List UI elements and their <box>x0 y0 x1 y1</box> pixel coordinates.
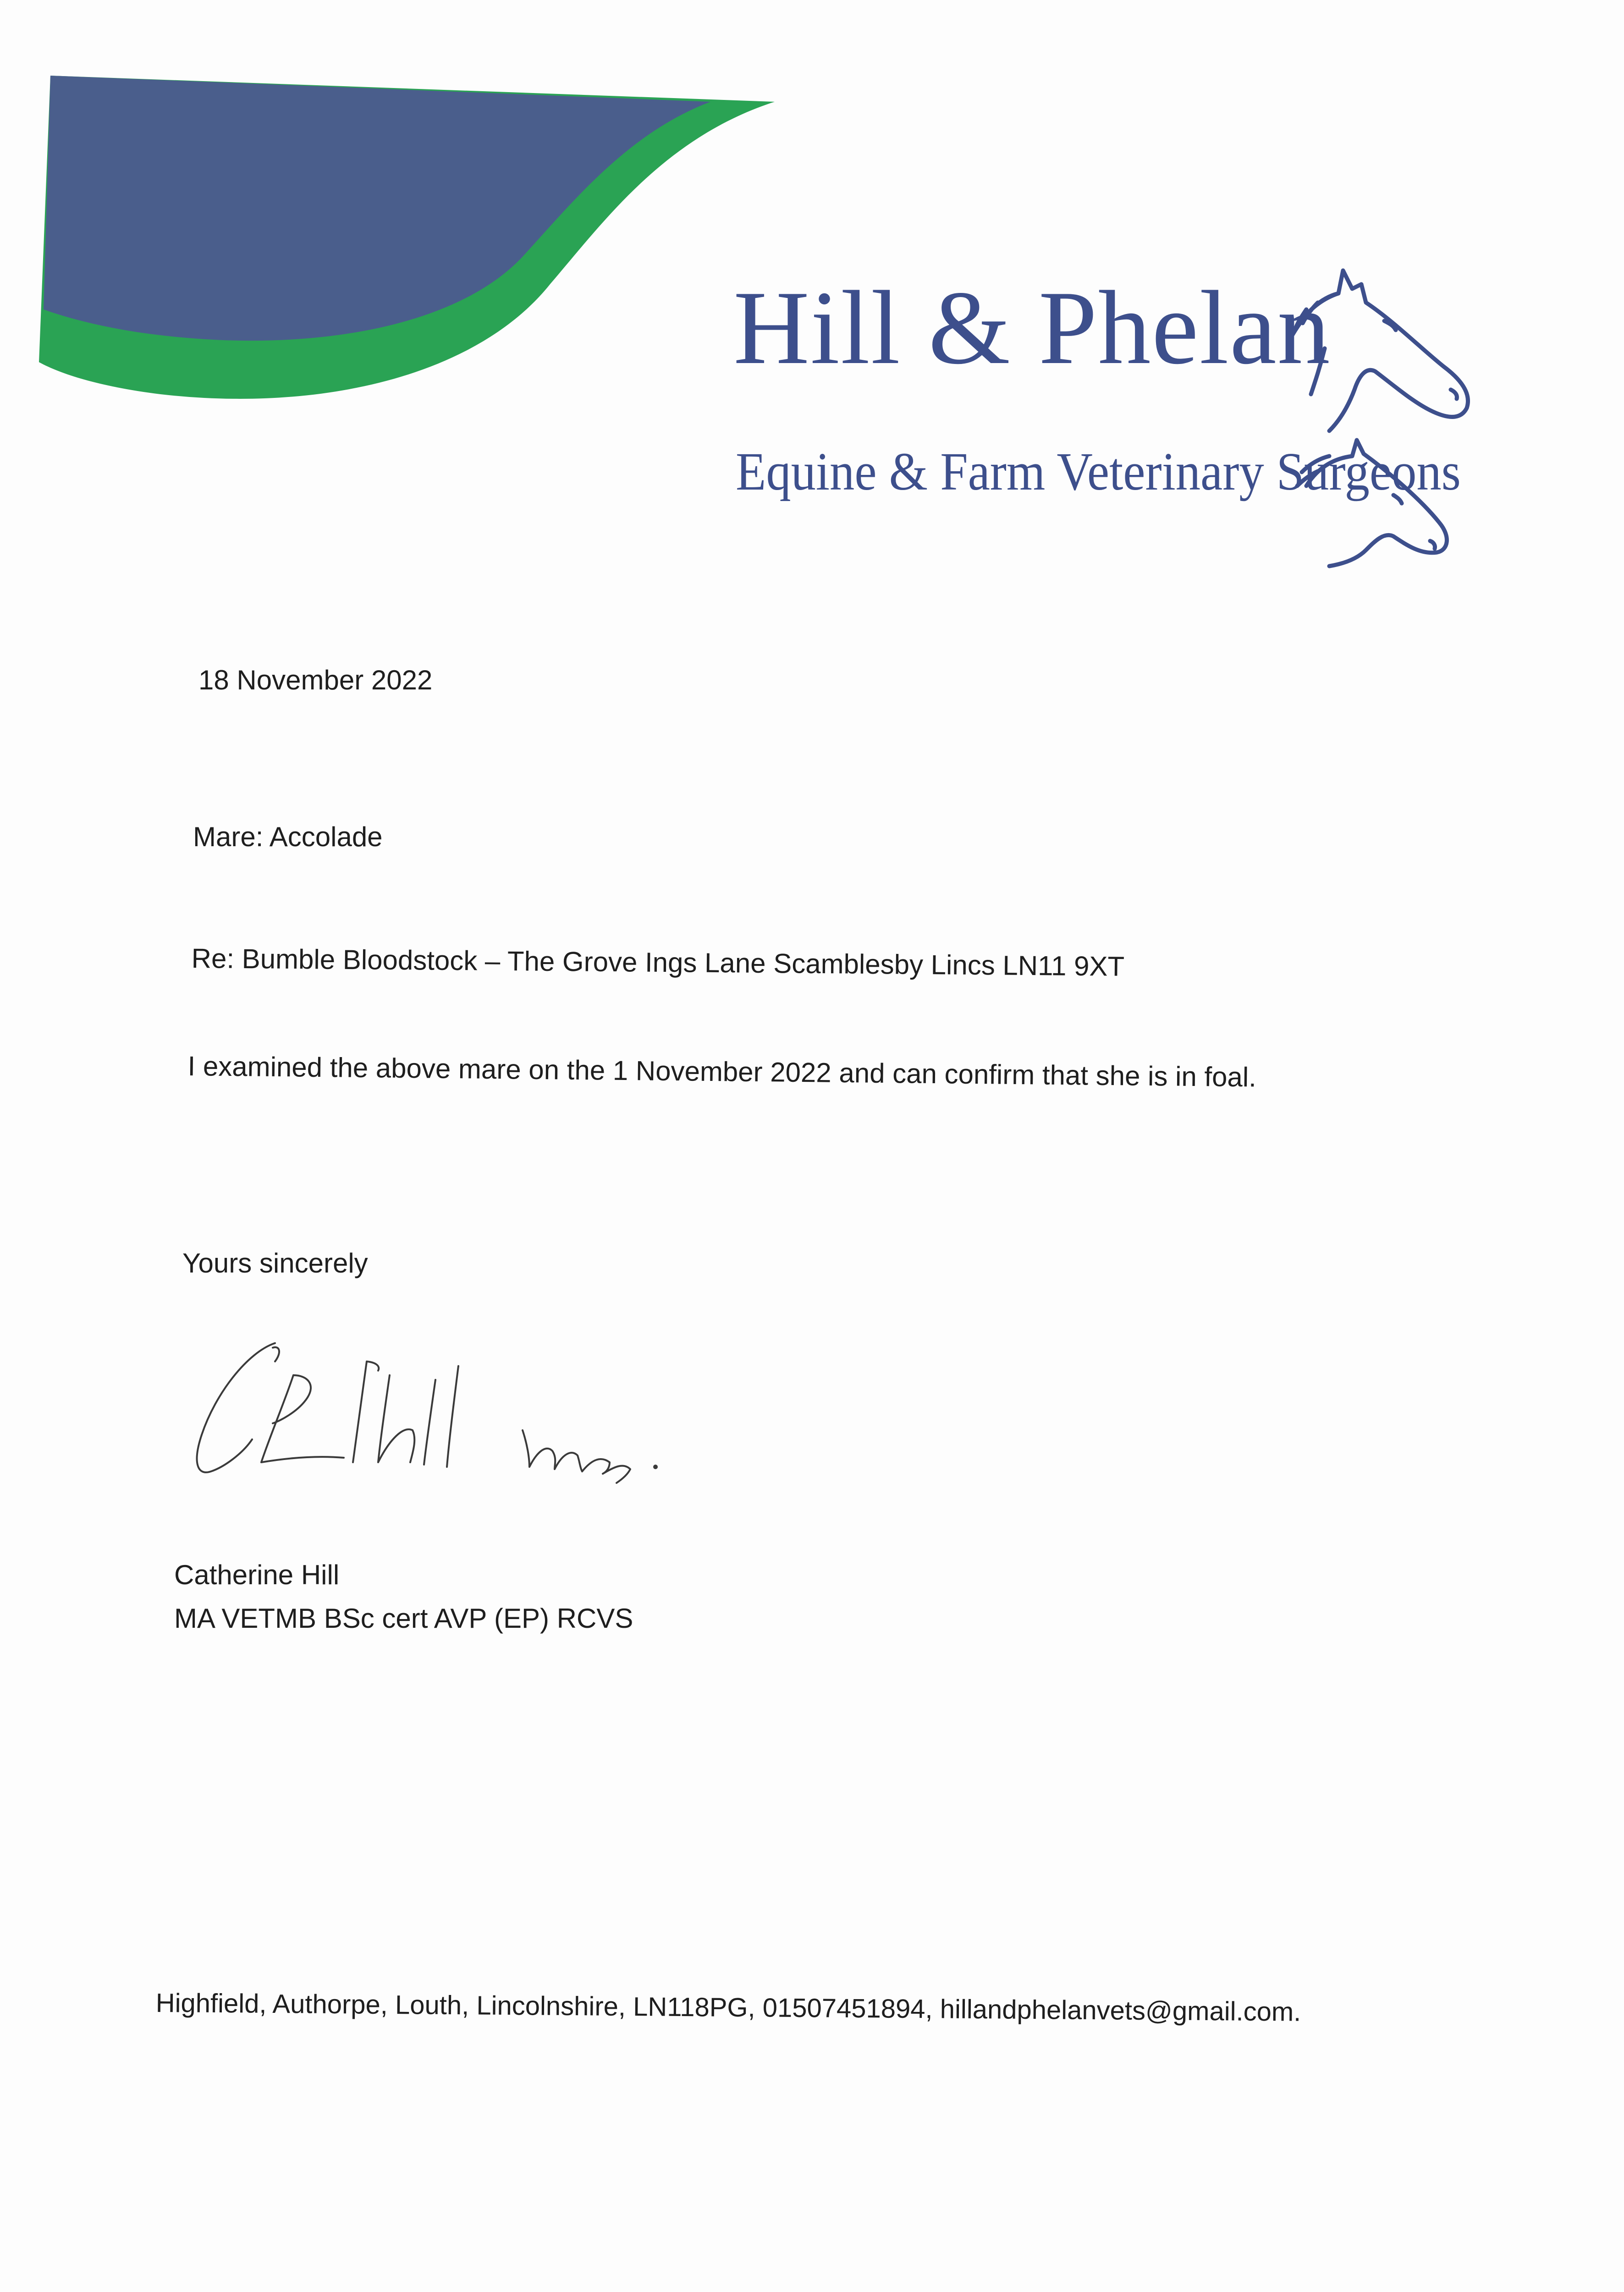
re-line: Re: Bumble Bloodstock – The Grove Ings Lane Scamblesby Lincs LN11 9XT <box>191 943 1125 982</box>
handwritten-signature <box>170 1325 697 1499</box>
letterhead-wave-graphic <box>0 0 825 413</box>
footer-address: Highfield, Authorpe, Louth, Lincolnshire, LN118PG, 01507451894, hillandphelanvets@gmail.com. <box>155 1988 1301 2027</box>
mare-line: Mare: Accolade <box>193 821 383 852</box>
closing-line: Yours sincerely <box>182 1248 368 1278</box>
letter-body: I examined the above mare on the 1 November 2022 and can confirm that she is in foal. <box>187 1051 1257 1093</box>
signer-qualifications: MA VETMB BSc cert AVP (EP) RCVS <box>174 1603 633 1634</box>
horse-heads-icon <box>1274 229 1485 596</box>
brand-name: Hill & Phelan <box>733 269 1331 386</box>
brand-tagline: Equine & Farm Veterinary Surgeons <box>736 441 1461 501</box>
letter-date: 18 November 2022 <box>198 665 433 695</box>
signer-name: Catherine Hill <box>174 1559 340 1590</box>
